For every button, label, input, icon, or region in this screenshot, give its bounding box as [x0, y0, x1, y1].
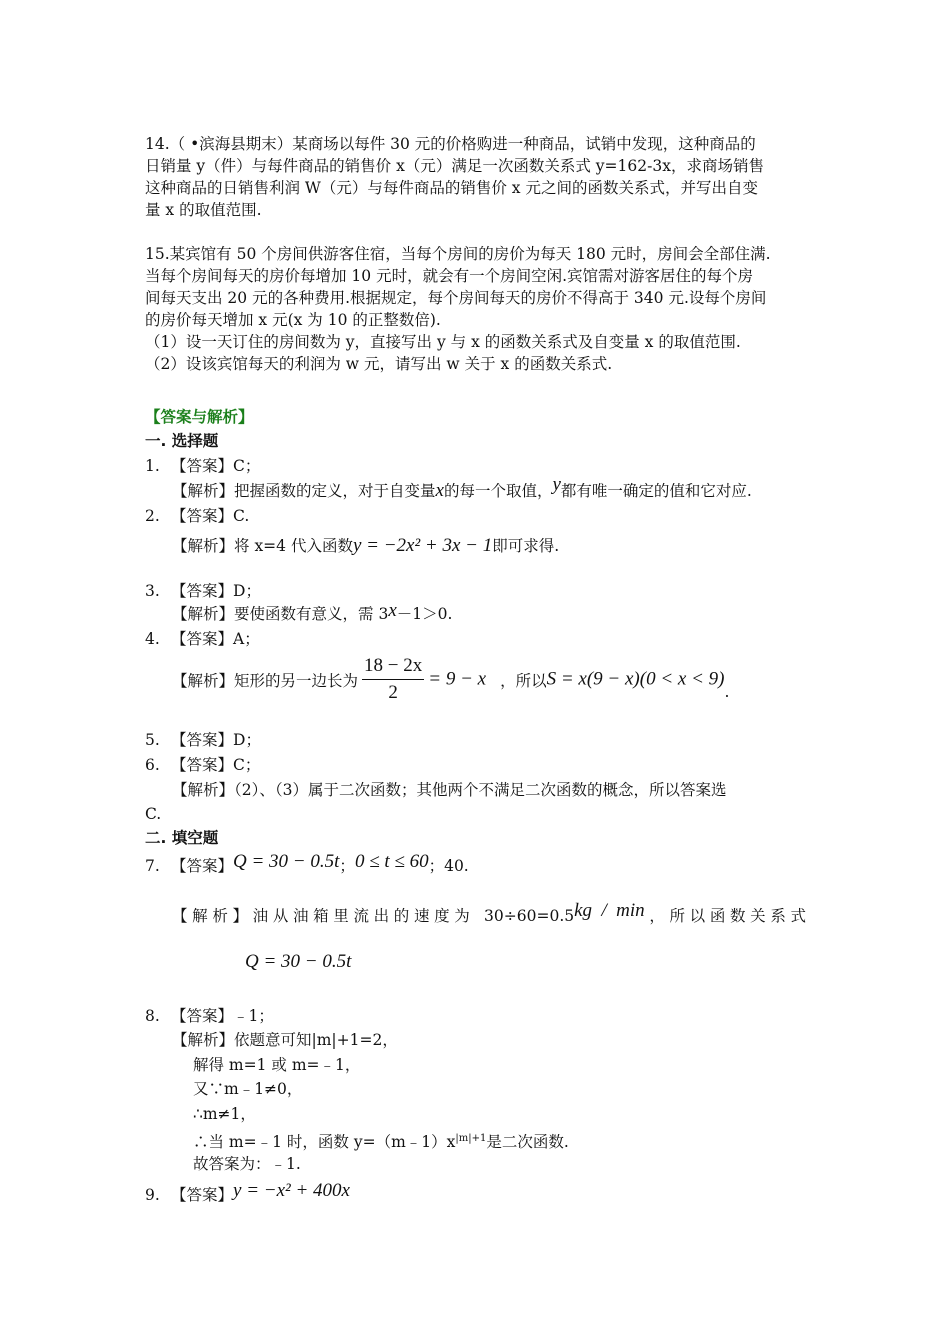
answer-number: 1. [145, 457, 160, 475]
explanation-text: 的每一个取值， [443, 482, 553, 500]
answer-number: 4. [145, 630, 160, 648]
explanation-text: －1＞0. [396, 605, 453, 623]
q15-line-2: 当每个房间每天的房价每增加 10 元时，就会有一个房间空闲.宾馆需对游客居住的每个房 [145, 267, 754, 285]
answer-5 [145, 729, 261, 751]
math-formula: 0 ≤ t ≤ 60 [354, 851, 429, 872]
fraction-denominator: 2 [388, 682, 398, 703]
answer-value: ；40. [428, 857, 469, 875]
answers-heading: 【答案与解析】 [145, 408, 254, 426]
explanation-text: 都有唯一确定的值和它对应. [560, 482, 752, 500]
answer-value: A； [233, 630, 260, 648]
q15-line-4: 的房价每天增加 x 元(x 为 10 的正整数倍). [145, 311, 441, 329]
explanation-7-formula [245, 951, 351, 973]
math-formula: y = −x² + 400x [233, 1180, 350, 1201]
answer-label: 【答案】 [171, 756, 234, 774]
answer-6 [145, 754, 260, 776]
section-choice-title: 一. 选择题 [145, 432, 219, 450]
math-var-x: x [388, 600, 397, 621]
explanation-1 [172, 474, 752, 502]
answer-label: 【答案】 [171, 857, 234, 875]
explanation-text: . [724, 682, 730, 701]
answer-number: 3. [145, 582, 160, 600]
math-formula: Q = 30 − 0.5t [245, 951, 352, 972]
explanation-8 [172, 1029, 398, 1051]
explanation-label: 【解析】 [172, 537, 235, 555]
math-fraction [362, 655, 424, 704]
answer-value: D； [233, 731, 261, 749]
explanation-text: ，所以函数关系式 [644, 907, 806, 925]
explanation-6 [172, 779, 727, 801]
answer-value: ﹣1； [233, 1007, 274, 1025]
answer-label: 【答案】 [171, 1186, 234, 1204]
explanation-6-cont: C. [145, 805, 162, 823]
answer-label: 【答案】 [171, 630, 234, 648]
answer-label: 【答案】 [171, 582, 234, 600]
explanation-text: 把握函数的定义，对于自变量 [234, 482, 436, 500]
math-formula: S = x(9 − x)(0 < x < 9) [546, 668, 725, 690]
answer-value: C； [233, 756, 261, 774]
explanation-text: 即可求得. [492, 537, 560, 555]
math-fraction-rhs: = 9 − x [428, 668, 487, 690]
q15-line-3: 间每天支出 20 元的各种费用.根据规定，每个房间每天的房价不得高于 340 元.设每个房间 [145, 289, 767, 307]
explanation-label: 【解析】 [172, 482, 235, 500]
explanation-2 [172, 535, 559, 557]
q14-line-1: 14.（ •滨海县期末）某商场以每件 30 元的价格购进一种商品，试销中发现，这种商品的 [145, 135, 756, 153]
q15-line-6: （2）设该宾馆每天的利润为 w 元，请写出 w 关于 x 的函数关系式. [145, 355, 613, 373]
answer-3 [145, 580, 261, 602]
q15-line-5: （1）设一天订住的房间数为 y，直接写出 y 与 x 的函数关系式及自变量 x 的取值范围. [145, 333, 741, 351]
answer-7 [145, 851, 469, 877]
explanation-text: ∴当 m=﹣1 时，函数 y=（m﹣1）x [193, 1133, 456, 1152]
section-fill-title: 二. 填空题 [145, 829, 219, 847]
explanation-text: 是二次函数. [486, 1133, 569, 1152]
explanation-text: （2）、（3）属于二次函数；其他两个不满足二次函数的概念，所以答案选 [234, 781, 727, 799]
answer-value: D； [233, 582, 261, 600]
explanation-8-line-6: 故答案为：﹣1. [193, 1155, 301, 1173]
explanation-3 [172, 600, 453, 625]
answer-8 [145, 1005, 274, 1027]
answer-label: 【答案】 [171, 1007, 234, 1025]
explanation-8-line-3: 又∵m﹣1≠0， [193, 1080, 303, 1098]
explanation-label: 【解析】 [172, 605, 235, 623]
answer-2 [145, 505, 249, 527]
answer-number: 7. [145, 857, 160, 875]
separator: ； [339, 857, 355, 875]
explanation-text: 将 x=4 代入函数 [234, 537, 353, 555]
explanation-text: 依题意可知|m|+1=2， [234, 1031, 398, 1049]
math-unit: kg / min [574, 900, 645, 921]
math-var-x: x [435, 480, 444, 501]
explanation-label: 【解析】 [172, 1031, 235, 1049]
math-var-y: y [552, 474, 561, 495]
explanation-4 [172, 655, 729, 704]
answer-number: 2. [145, 507, 160, 525]
answer-9 [145, 1180, 350, 1206]
explanation-8-line-4: ∴m≠1， [193, 1105, 256, 1123]
explanation-label: 【解析】 [172, 781, 235, 799]
math-formula: y = −2x² + 3x − 1 [352, 535, 493, 556]
explanation-label: 【解析】 [172, 907, 253, 925]
answer-4 [145, 628, 260, 650]
answer-1 [145, 455, 260, 477]
explanation-8-line-5 [193, 1128, 569, 1153]
fraction-numerator: 18 − 2x [362, 655, 424, 680]
answer-number: 8. [145, 1007, 160, 1025]
explanation-7 [172, 900, 806, 927]
answer-label: 【答案】 [171, 731, 234, 749]
q14-line-3: 这种商品的日销售利润 W（元）与每件商品的销售价 x 元之间的函数关系式，并写出自变 [145, 179, 758, 197]
explanation-8-line-2: 解得 m=1 或 m=﹣1， [193, 1056, 361, 1074]
explanation-text: 矩形的另一边长为 [234, 671, 359, 690]
answer-number: 9. [145, 1186, 160, 1204]
explanation-text: 油从油箱里流出的速度为 30÷60=0.5 [252, 907, 575, 925]
explanation-text: 要使函数有意义，需 3 [234, 605, 389, 623]
q15-line-1: 15.某宾馆有 50 个房间供游客住宿，当每个房间的房价为每天 180 元时，房间会全部住满. [145, 245, 771, 263]
exponent: |m|+1 [455, 1133, 487, 1144]
answer-label: 【答案】 [171, 507, 234, 525]
answer-label: 【答案】 [171, 457, 234, 475]
answer-number: 5. [145, 731, 160, 749]
explanation-text: ，所以 [500, 671, 547, 690]
q14-line-4: 量 x 的取值范围. [145, 201, 262, 219]
answer-value: C； [233, 457, 261, 475]
q14-line-2: 日销量 y（件）与每件商品的销售价 x（元）满足一次函数关系式 y=162-3x，求商场销售 [145, 157, 764, 175]
answer-number: 6. [145, 756, 160, 774]
answer-value: C. [233, 507, 250, 525]
explanation-label: 【解析】 [172, 671, 235, 690]
math-formula: Q = 30 − 0.5t [233, 851, 340, 872]
